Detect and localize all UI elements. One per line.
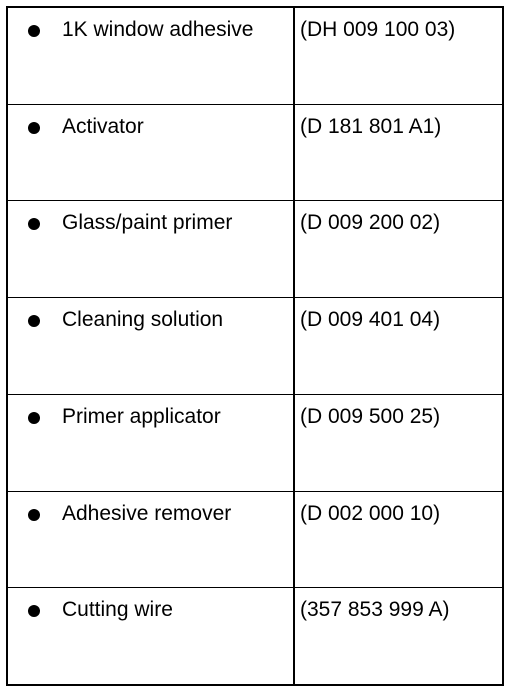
bullet-icon: [28, 218, 40, 230]
part-number-cell: [295, 8, 502, 104]
part-number-cell: [295, 201, 502, 297]
part-number-cell: [295, 298, 502, 394]
part-name: Activator: [62, 114, 144, 138]
part-name: Cutting wire: [62, 598, 173, 622]
bullet-icon: [28, 122, 40, 134]
part-name-cell: [8, 492, 295, 588]
part-number-cell: [295, 588, 502, 684]
table-row: [8, 105, 502, 202]
bullet-icon: [28, 25, 40, 37]
part-number: (D 009 500 25): [300, 404, 441, 428]
table-row: [8, 298, 502, 395]
bullet-icon: [28, 605, 40, 617]
part-number: (D 002 000 10): [300, 501, 441, 525]
table-row: [8, 201, 502, 298]
parts-table: [6, 6, 504, 686]
part-name-cell: [8, 298, 295, 394]
table-row: [8, 492, 502, 589]
bullet-icon: [28, 509, 40, 521]
part-number: (357 853 999 A): [300, 598, 450, 622]
part-number: (DH 009 100 03): [300, 18, 456, 41]
bullet-icon: [28, 412, 40, 424]
part-number-cell: [295, 492, 502, 588]
part-name-cell: [8, 105, 295, 201]
part-name-cell: [8, 395, 295, 491]
table-row: [8, 395, 502, 492]
part-name-cell: [8, 8, 295, 104]
part-name: Glass/paint primer: [62, 211, 233, 235]
part-name-cell: [8, 588, 295, 684]
part-name: Primer applicator: [62, 404, 221, 428]
part-name: Adhesive remover: [62, 501, 232, 525]
part-number: (D 009 401 04): [300, 308, 441, 332]
part-name-cell: [8, 201, 295, 297]
part-number: (D 009 200 02): [300, 211, 441, 235]
part-number: (D 181 801 A1): [300, 114, 442, 138]
part-number-cell: [295, 395, 502, 491]
part-name: Cleaning solution: [62, 308, 224, 332]
part-name: 1K window adhesive: [62, 18, 254, 41]
bullet-icon: [28, 315, 40, 327]
table-row: [8, 8, 502, 105]
part-number-cell: [295, 105, 502, 201]
table-row: [8, 588, 502, 684]
